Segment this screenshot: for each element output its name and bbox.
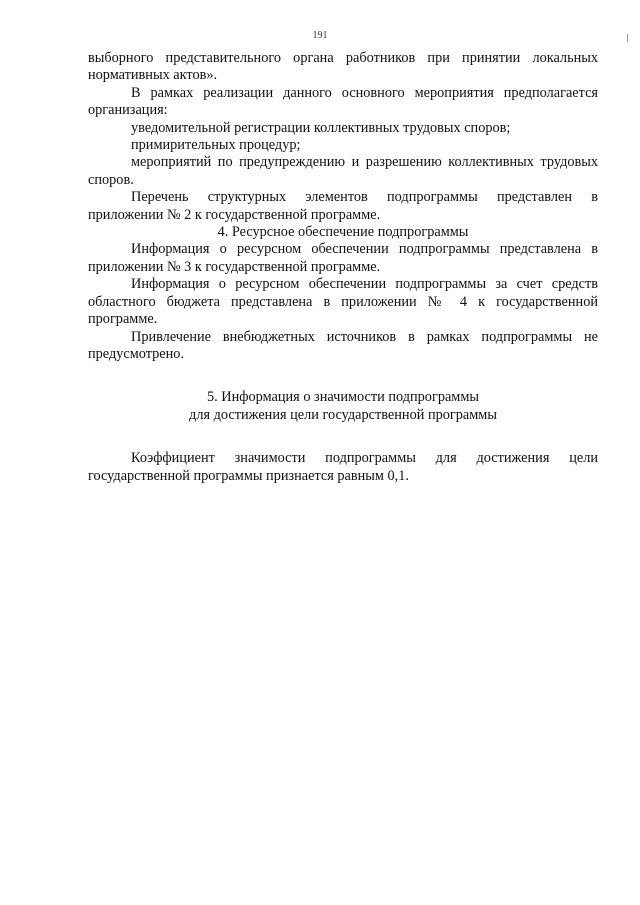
list-item-registration: уведомительной регистрации коллективных трудовых споров; (131, 119, 511, 136)
paragraph-continuation: выборного представительного органа работников при принятии локальных нормативных актов». (88, 50, 598, 84)
margin-mark (627, 34, 631, 42)
section-5-heading-line-2: для достижения цели государственной программы (189, 406, 497, 423)
section-4-paragraph-3: Привлечение внебюджетных источников в рамках подпрограммы не предусмотрено. (88, 328, 598, 362)
section-5-paragraph: Коэффициент значимости подпрограммы для достижения цели государственной программы признается равным 0,1. (88, 450, 598, 484)
section-5-heading (88, 389, 598, 424)
section-4-paragraph-1: Информация о ресурсном обеспечении подпрограммы представлена в приложении № 3 к государственной программе. (88, 241, 598, 275)
list-item-prevention: мероприятий по предупреждению и разрешению коллективных трудовых споров. (88, 154, 598, 188)
document-body (88, 50, 598, 485)
paragraph-structure: Перечень структурных элементов подпрограммы представлен в приложении № 2 к государственной программе. (88, 189, 598, 223)
page-number: 191 (312, 30, 328, 41)
section-4-paragraph-2: Информация о ресурсном обеспечении подпрограммы за счет средств областного бюджета представлена в приложении № 4 к государственной программе. (88, 276, 598, 328)
section-4-heading: 4. Ресурсное обеспечение подпрограммы (217, 224, 469, 241)
paragraph-framework: В рамках реализации данного основного мероприятия предполагается организация: (88, 84, 598, 119)
list-item-conciliation: примирительных процедур; (131, 137, 301, 154)
section-5-heading-line-1: 5. Информация о значимости подпрограммы (206, 389, 480, 406)
